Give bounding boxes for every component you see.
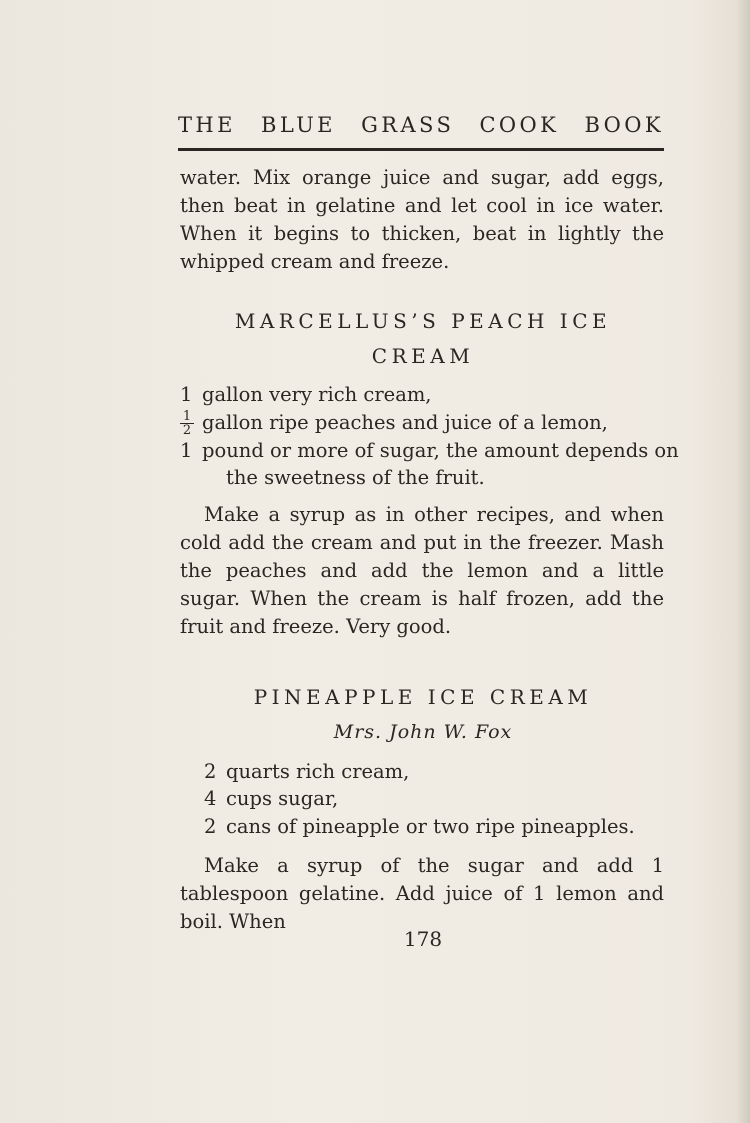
ingredient-text: quarts rich cream, (226, 760, 410, 783)
ingredient-text: gallon very rich cream, (202, 383, 432, 406)
ingredient-qty: 1 (180, 439, 193, 462)
ingredient-text: gallon ripe peaches and juice of a lemon, (202, 411, 608, 434)
recipe1-title-line2: CREAM (371, 344, 475, 368)
recipe2-title: PINEAPPLE ICE CREAM (253, 685, 593, 709)
ingredient-line (180, 381, 432, 409)
ingredient-qty: 4 (204, 787, 217, 810)
recipe1-method: Make a syrup as in other recipes, and when cold add the cream and put in the freezer. Mash the peaches and add the lemon and a little sugar. When the cream is half frozen, add the fruit and freeze. Very good. (180, 503, 664, 638)
ingredient-line (180, 437, 679, 465)
ingredient-line (204, 758, 409, 786)
intro-paragraph: water. Mix orange juice and sugar, add eggs, then beat in gelatine and let cool in ice water. When it begins to thicken, beat in lightly the whipped cream and freeze. (180, 166, 664, 273)
ingredient-line (204, 785, 338, 813)
ingredient-line (204, 813, 635, 841)
ingredient-continuation: the sweetness of the fruit. (226, 466, 485, 489)
ingredient-qty: 2 (204, 815, 217, 838)
ingredient-line (180, 409, 608, 437)
recipe2-byline: Mrs. John W. Fox (333, 721, 513, 743)
running-head: THE BLUE GRASS COOK BOOK (178, 113, 664, 137)
ingredient-qty: 2 (204, 760, 217, 783)
ingredient-text: cups sugar, (226, 787, 339, 810)
header-rule (178, 148, 664, 151)
page-edge-shadow (736, 0, 750, 1123)
page-number: 178 (403, 927, 443, 951)
ingredient-text: cans of pineapple or two ripe pineapples. (226, 815, 635, 838)
ingredient-qty-fraction: $\frac{1}{2}$ (180, 409, 202, 437)
recipe1-title-line1: MARCELLUS’S PEACH ICE (234, 309, 612, 333)
ingredient-text: pound or more of sugar, the amount depends on (202, 439, 679, 462)
ingredient-qty: 1 (180, 383, 193, 406)
recipe2-method: Make a syrup of the sugar and add 1 tablespoon gelatine. Add juice of 1 lemon and boil. When (180, 854, 664, 933)
